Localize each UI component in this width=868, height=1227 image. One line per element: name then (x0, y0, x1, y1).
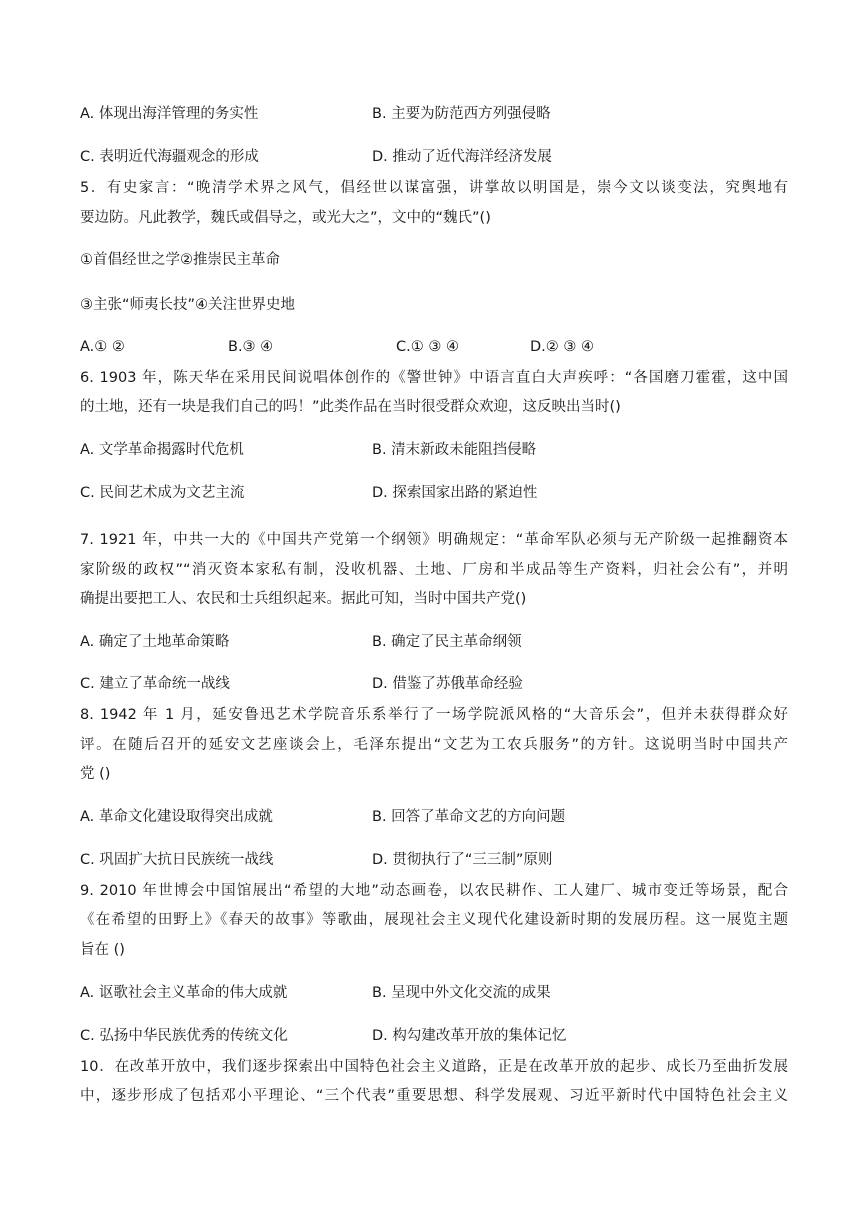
q8-stem-line-1: 8. 1942 年 1 月，延安鲁迅艺术学院音乐系举行了一场学院派风格的“大音乐会”，但并未获得群众好 (80, 707, 788, 723)
q8-option-a: A. 革命文化建设取得突出成就 (80, 809, 273, 825)
q8-stem-line-2: 评。在随后召开的延安文艺座谈会上，毛泽东提出“文艺为工农兵服务”的方针。这说明当时中国共产 (80, 737, 788, 753)
q6-option-a: A. 文学革命揭露时代危机 (80, 442, 244, 458)
q7-stem-line-3: 确提出要把工人、农民和士兵组织起来。据此可知，当时中国共产党() (80, 591, 527, 607)
q8-stem-line-3: 党 () (80, 766, 111, 782)
q4-option-b: B. 主要为防范西方列强侵略 (372, 106, 551, 122)
q7-option-a: A. 确定了土地革命策略 (80, 634, 230, 650)
q10-stem-line-2: 中，逐步形成了包括邓小平理论、“三个代表”重要思想、科学发展观、习近平新时代中国特色社会主义 (80, 1088, 788, 1104)
q5-item-line-2: ③主张“师夷长技”④关注世界史地 (80, 297, 296, 313)
q6-option-c: C. 民间艺术成为文艺主流 (80, 485, 245, 501)
q5-option-d: D.② ③ ④ (530, 339, 594, 355)
q6-stem-line-2: 的土地，还有一块是我们自己的吗！”此类作品在当时很受群众欢迎，这反映出当时() (80, 399, 621, 415)
q7-stem-line-2: 家阶级的政权”“消灭资本家私有制，没收机器、土地、厂房和半成品等生产资料，归社会公有”，并明 (80, 562, 788, 578)
q9-option-c: C. 弘扬中华民族优秀的传统文化 (80, 1028, 288, 1044)
q10-stem-line-1: 10．在改革开放中，我们逐步探索出中国特色社会主义道路，正是在改革开放的起步、成长乃至曲折发展 (80, 1059, 788, 1075)
q5-stem-line-2: 要边防。凡此教学，魏氏或倡导之，或光大之”，文中的“魏氏”() (80, 210, 491, 226)
q8-option-b: B. 回答了革命文艺的方向问题 (372, 809, 566, 825)
q5-option-b: B.③ ④ (228, 339, 274, 355)
q5-option-c: C.① ③ ④ (396, 339, 459, 355)
q9-stem-line-1: 9. 2010 年世博会中国馆展出“希望的大地”动态画卷，以农民耕作、工人建厂、城市变迁等场景，配合 (80, 883, 788, 899)
q9-stem-line-2: 《在希望的田野上》《春天的故事》等歌曲，展现社会主义现代化建设新时期的发展历程。这一展览主题 (80, 912, 788, 928)
q8-option-c: C. 巩固扩大抗日民族统一战线 (80, 852, 274, 868)
q6-option-d: D. 探索国家出路的紧迫性 (372, 485, 538, 501)
q7-stem-line-1: 7. 1921 年，中共一大的《中国共产党第一个纲领》明确规定：“革命军队必须与无产阶级一起推翻资本 (80, 532, 788, 548)
q4-option-d: D. 推动了近代海洋经济发展 (372, 149, 552, 165)
q8-option-d: D. 贯彻执行了“三三制”原则 (372, 852, 553, 868)
q5-item-line-1: ①首倡经世之学②推崇民主革命 (80, 252, 280, 268)
q9-stem-line-3: 旨在 () (80, 942, 125, 958)
q9-option-a: A. 讴歌社会主义革命的伟大成就 (80, 985, 288, 1001)
q7-option-c: C. 建立了革命统一战线 (80, 676, 230, 692)
q5-stem-line-1: 5．有史家言：“晚清学术界之风气，倡经世以谋富强，讲掌故以明国是，崇今文以谈变法，究舆地有 (80, 180, 788, 196)
q5-option-a: A.① ② (80, 339, 125, 355)
q9-option-b: B. 呈现中外文化交流的成果 (372, 985, 551, 1001)
q4-option-a: A. 体现出海洋管理的务实性 (80, 106, 259, 122)
q9-option-d: D. 构勾建改革开放的集体记忆 (372, 1028, 567, 1044)
q4-option-c: C. 表明近代海疆观念的形成 (80, 149, 259, 165)
q6-stem-line-1: 6. 1903 年，陈天华在采用民间说唱体创作的《警世钟》中语言直白大声疾呼：“各国磨刀霍霍，这中国 (80, 370, 788, 386)
q6-option-b: B. 清末新政未能阻挡侵略 (372, 442, 537, 458)
q7-option-b: B. 确定了民主革命纲领 (372, 634, 522, 650)
q7-option-d: D. 借鉴了苏俄革命经验 (372, 676, 523, 692)
